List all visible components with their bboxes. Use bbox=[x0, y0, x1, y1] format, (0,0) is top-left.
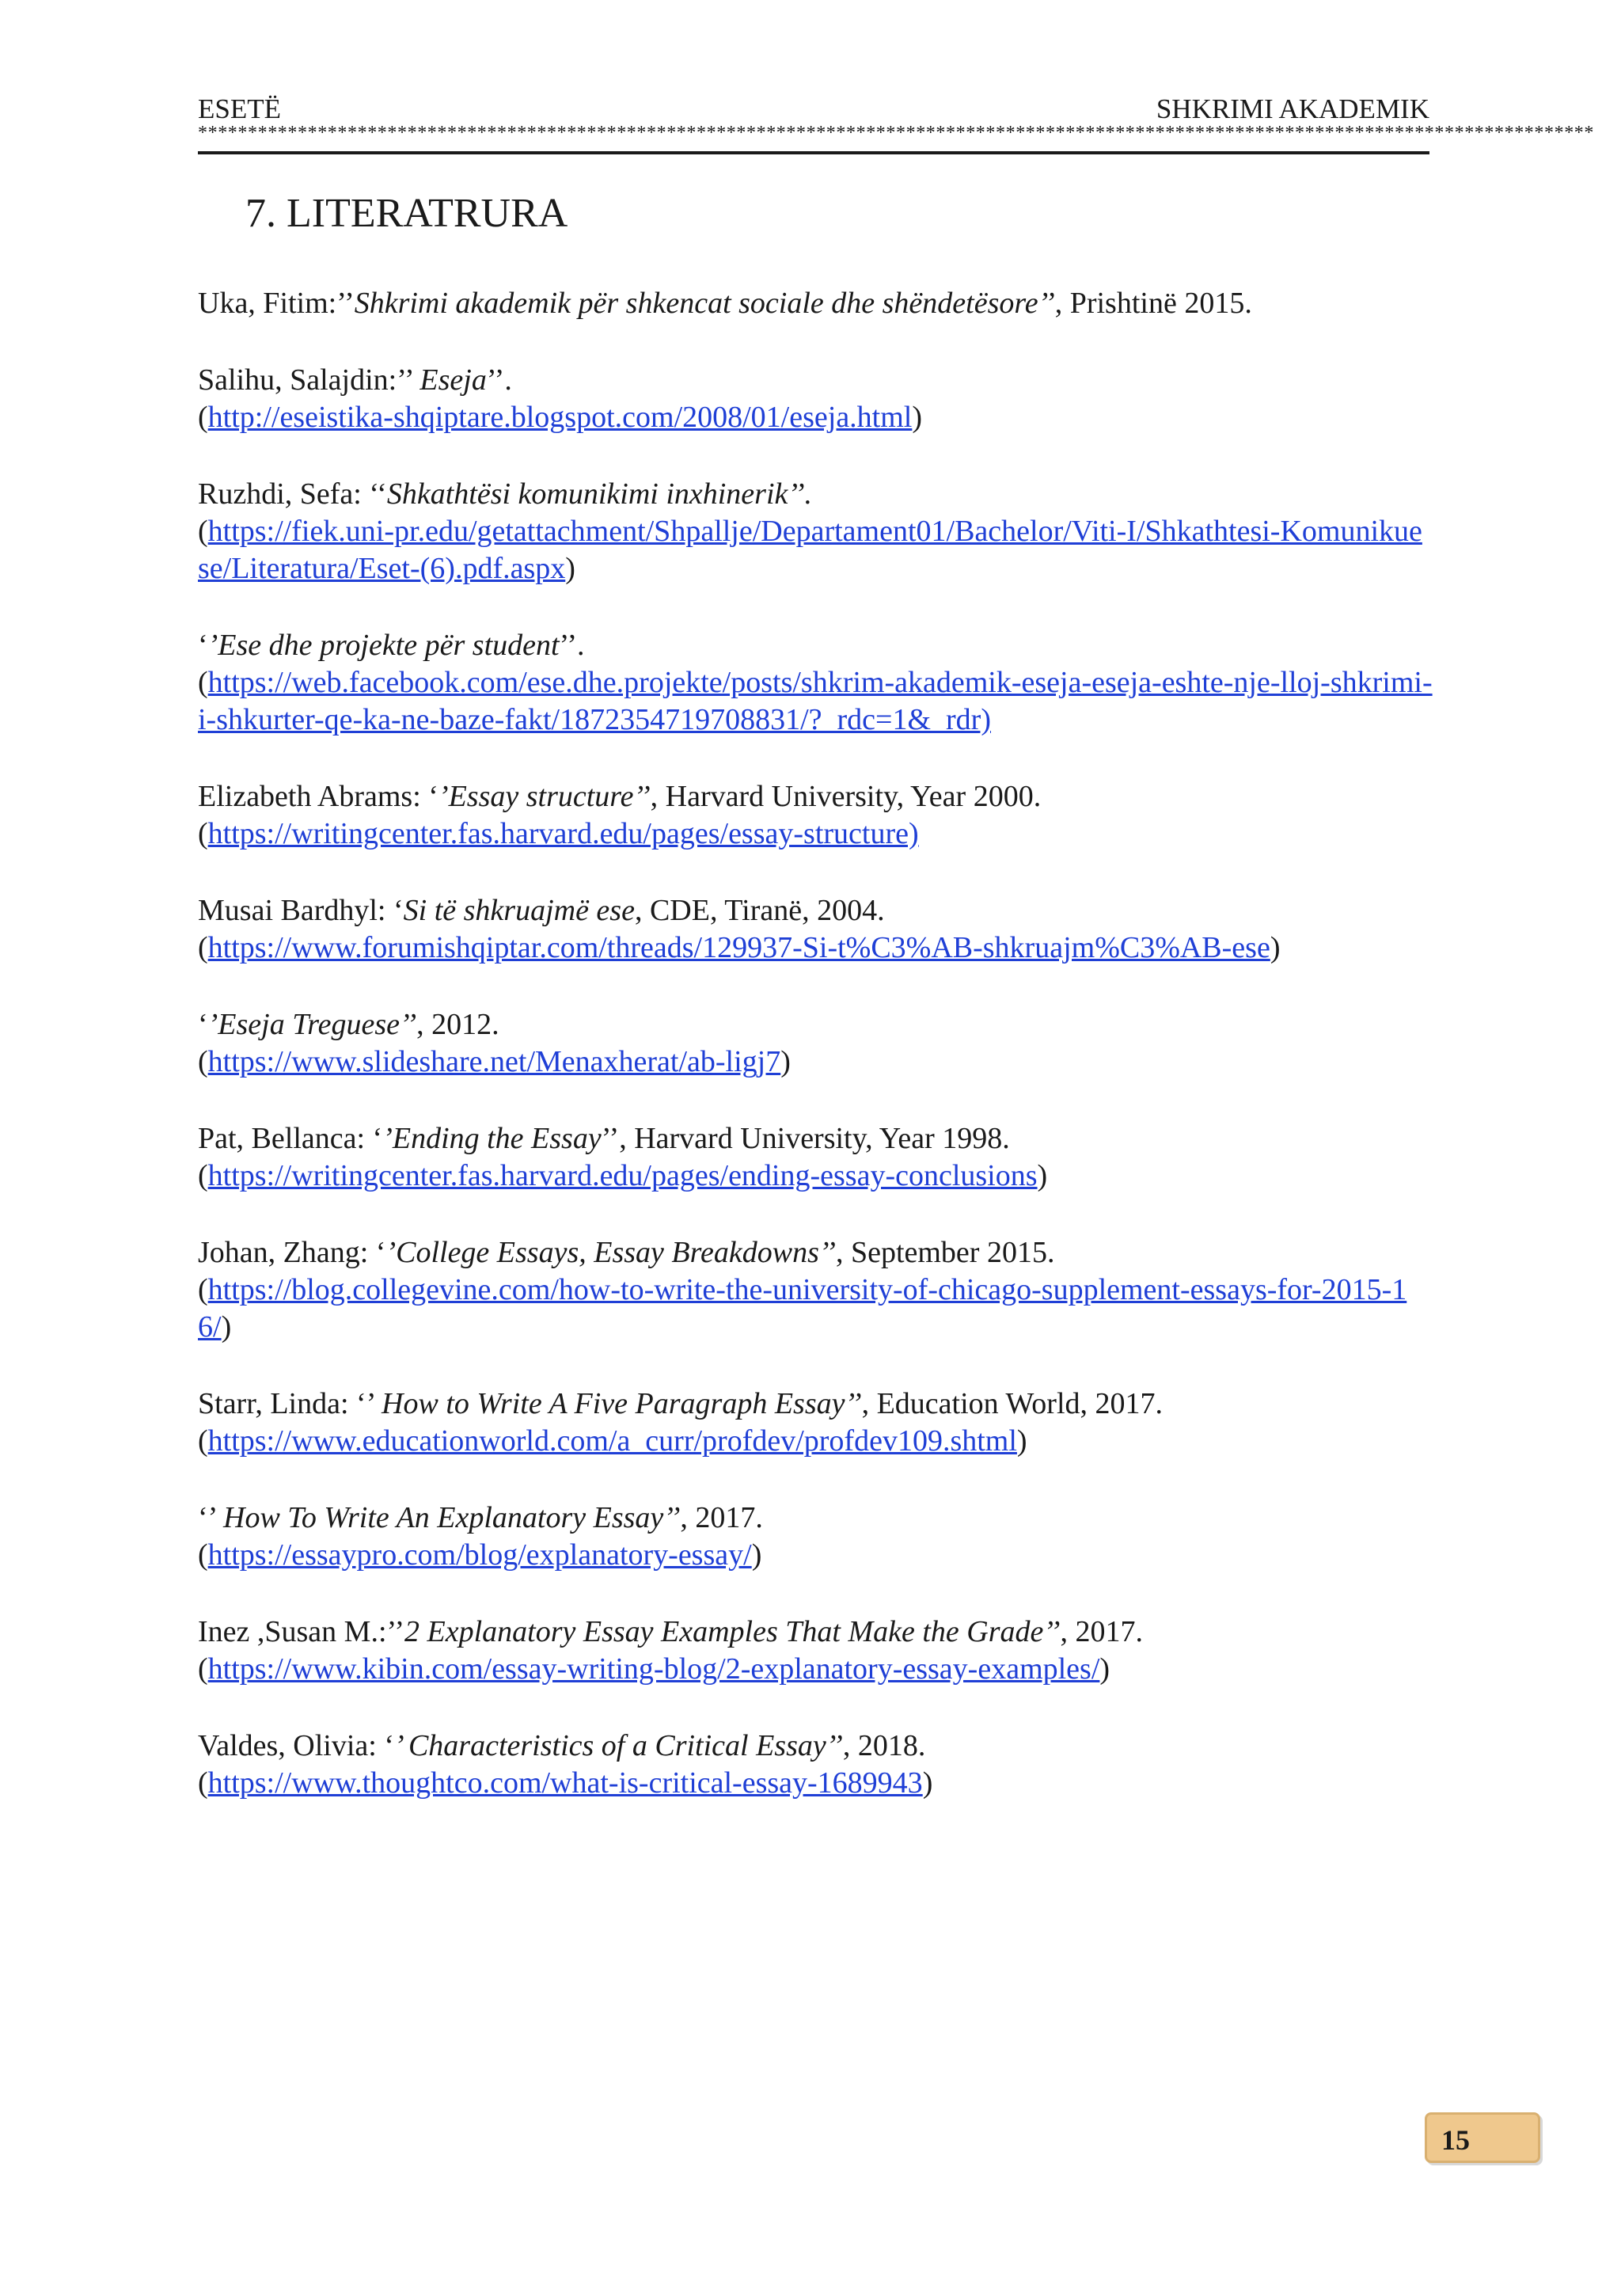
page-header bbox=[198, 93, 1429, 125]
reference-entry bbox=[198, 476, 1433, 587]
open-paren: ( bbox=[198, 666, 208, 699]
close-paren: ) bbox=[565, 552, 575, 585]
open-paren: ( bbox=[198, 1045, 208, 1078]
reference-author: Musai Bardhyl: ‘ bbox=[198, 894, 404, 927]
reference-citation bbox=[198, 892, 1433, 929]
reference-details: ’’, Harvard University, Year 1998. bbox=[601, 1122, 1010, 1155]
reference-author: Valdes, Olivia: ‘ bbox=[198, 1729, 395, 1762]
reference-link[interactable]: https://web.facebook.com/ese.dhe.projekte/posts/shkrim-akademik-eseja-eseja-eshte-nje-lloj-shkrimi-i-shkurter-qe-ka-ne-baze-fakt/1872354719708831/?_rdc=1&_rdr) bbox=[198, 666, 1433, 736]
section-heading: 7. LITERATRURA bbox=[245, 191, 568, 236]
reference-citation bbox=[198, 778, 1433, 815]
reference-url-line bbox=[198, 815, 1433, 853]
reference-entry bbox=[198, 892, 1433, 967]
reference-details: ’’. bbox=[486, 363, 512, 397]
reference-url-line bbox=[198, 929, 1433, 967]
reference-title: How To Write An Explanatory Essay’’ bbox=[223, 1501, 681, 1534]
reference-url-line bbox=[198, 1043, 1433, 1081]
reference-author: Ruzhdi, Sefa: ‘‘ bbox=[198, 477, 387, 511]
reference-entry bbox=[198, 627, 1433, 739]
open-paren: ( bbox=[198, 817, 208, 850]
reference-entry bbox=[198, 778, 1433, 853]
reference-entry bbox=[198, 1500, 1433, 1574]
reference-link[interactable]: http://eseistika-shqiptare.blogspot.com/2008/01/eseja.html bbox=[207, 401, 913, 434]
header-left-title: ESETË bbox=[198, 93, 281, 124]
reference-url-line bbox=[198, 664, 1433, 739]
reference-link[interactable]: https://blog.collegevine.com/how-to-write-the-university-of-chicago-supplement-essays-for-2015-16/ bbox=[198, 1273, 1407, 1344]
header-rule bbox=[198, 151, 1429, 154]
reference-title: ’Ending the Essay bbox=[382, 1122, 602, 1155]
close-paren: ) bbox=[780, 1045, 791, 1078]
reference-author: Inez ,Susan M.:’’ bbox=[198, 1615, 405, 1648]
reference-citation bbox=[198, 476, 1433, 513]
reference-link[interactable]: https://writingcenter.fas.harvard.edu/pages/ending-essay-conclusions bbox=[207, 1159, 1038, 1192]
reference-link[interactable]: https://www.thoughtco.com/what-is-critical-essay-1689943 bbox=[207, 1766, 923, 1800]
reference-link[interactable]: https://www.slideshare.net/Menaxherat/ab-ligj7 bbox=[207, 1045, 781, 1078]
reference-title: Si të shkruajmë ese bbox=[403, 894, 635, 927]
close-paren: ) bbox=[1037, 1159, 1048, 1192]
page-number: 15 bbox=[1441, 2124, 1470, 2156]
reference-url-line bbox=[198, 1537, 1433, 1574]
header-star-divider: ******************************************************************************************************************************************** bbox=[198, 123, 1594, 143]
reference-author: Starr, Linda: ‘’ bbox=[198, 1387, 382, 1420]
open-paren: ( bbox=[198, 1652, 208, 1686]
reference-url-line bbox=[198, 1651, 1433, 1688]
reference-title: ’Ese dhe projekte për student bbox=[207, 629, 560, 662]
open-paren: ( bbox=[198, 1273, 208, 1306]
reference-author: Johan, Zhang: ‘ bbox=[198, 1236, 386, 1269]
reference-title: ’ Characteristics of a Critical Essay’’ bbox=[394, 1729, 843, 1762]
open-paren: ( bbox=[198, 515, 208, 548]
reference-author: Uka, Fitim:’’ bbox=[198, 287, 355, 320]
reference-citation bbox=[198, 285, 1433, 322]
reference-title: ’Essay structure’’ bbox=[438, 780, 651, 813]
reference-details: , Prishtinë 2015. bbox=[1054, 287, 1252, 320]
reference-details: , CDE, Tiranë, 2004. bbox=[634, 894, 885, 927]
reference-citation bbox=[198, 1614, 1433, 1651]
reference-author: Pat, Bellanca: ‘ bbox=[198, 1122, 383, 1155]
open-paren: ( bbox=[198, 1538, 208, 1572]
reference-entry bbox=[198, 1234, 1433, 1346]
reference-author: ‘ bbox=[198, 1008, 208, 1041]
reference-url-line bbox=[198, 1272, 1433, 1346]
reference-url-line bbox=[198, 1158, 1433, 1195]
reference-author: Salihu, Salajdin:’’ bbox=[198, 363, 420, 397]
reference-title: Shkathtësi komunikimi inxhinerik’’. bbox=[386, 477, 812, 511]
reference-citation bbox=[198, 362, 1433, 399]
reference-citation bbox=[198, 1386, 1433, 1423]
reference-url-line bbox=[198, 513, 1433, 587]
reference-author: ‘’ bbox=[198, 1501, 223, 1534]
open-paren: ( bbox=[198, 1159, 208, 1192]
page-number-badge bbox=[1425, 2112, 1540, 2163]
reference-details: , 2018. bbox=[842, 1729, 926, 1762]
reference-details: ’’. bbox=[559, 629, 585, 662]
reference-entry bbox=[198, 285, 1433, 322]
reference-details: , Education World, 2017. bbox=[861, 1387, 1164, 1420]
reference-entry bbox=[198, 1614, 1433, 1688]
reference-citation bbox=[198, 1500, 1433, 1537]
reference-entry bbox=[198, 1006, 1433, 1081]
reference-author: ‘ bbox=[198, 629, 208, 662]
reference-author: Elizabeth Abrams: ‘ bbox=[198, 780, 438, 813]
open-paren: ( bbox=[198, 401, 208, 434]
close-paren: ) bbox=[1270, 931, 1281, 964]
close-paren: ) bbox=[1016, 1424, 1027, 1458]
reference-url-line bbox=[198, 399, 1433, 436]
close-paren: ) bbox=[912, 401, 923, 434]
reference-link[interactable]: https://essaypro.com/blog/explanatory-essay/ bbox=[207, 1538, 752, 1572]
close-paren: ) bbox=[1099, 1652, 1110, 1686]
reference-link[interactable]: https://fiek.uni-pr.edu/getattachment/Shpallje/Departament01/Bachelor/Viti-I/Shkathtesi-Komunikuese/Literatura/Eset-(6).pdf.aspx bbox=[198, 515, 1422, 585]
open-paren: ( bbox=[198, 1424, 208, 1458]
reference-title: ’College Essays, Essay Breakdowns’’ bbox=[385, 1236, 836, 1269]
reference-title: Eseja bbox=[419, 363, 487, 397]
reference-url-line bbox=[198, 1423, 1433, 1460]
reference-url-line bbox=[198, 1765, 1433, 1802]
reference-link[interactable]: https://www.educationworld.com/a_curr/profdev/profdev109.shtml bbox=[207, 1424, 1017, 1458]
reference-list bbox=[198, 285, 1433, 1842]
close-paren: ) bbox=[751, 1538, 762, 1572]
reference-link[interactable]: https://writingcenter.fas.harvard.edu/pages/essay-structure) bbox=[207, 817, 919, 850]
reference-link[interactable]: https://www.forumishqiptar.com/threads/129937-Si-t%C3%AB-shkruajm%C3%AB-ese bbox=[207, 931, 1270, 964]
open-paren: ( bbox=[198, 931, 208, 964]
reference-entry bbox=[198, 1728, 1433, 1802]
reference-details: , 2017. bbox=[1060, 1615, 1143, 1648]
reference-citation bbox=[198, 1120, 1433, 1158]
reference-title: 2 Explanatory Essay Examples That Make the Grade’’ bbox=[404, 1615, 1061, 1648]
reference-entry bbox=[198, 362, 1433, 436]
header-right-title: SHKRIMI AKADEMIK bbox=[1156, 93, 1429, 124]
reference-citation bbox=[198, 627, 1433, 664]
reference-citation bbox=[198, 1728, 1433, 1765]
reference-citation bbox=[198, 1234, 1433, 1272]
close-paren: ) bbox=[221, 1310, 232, 1344]
reference-title: Shkrimi akademik për shkencat sociale dhe shëndetësore’’ bbox=[354, 287, 1055, 320]
reference-details: , 2012. bbox=[416, 1008, 499, 1041]
reference-link[interactable]: https://www.kibin.com/essay-writing-blog/2-explanatory-essay-examples/ bbox=[207, 1652, 1100, 1686]
reference-entry bbox=[198, 1120, 1433, 1195]
reference-title: How to Write A Five Paragraph Essay’’ bbox=[382, 1387, 862, 1420]
open-paren: ( bbox=[198, 1766, 208, 1800]
close-paren: ) bbox=[922, 1766, 933, 1800]
reference-citation bbox=[198, 1006, 1433, 1043]
reference-details: , 2017. bbox=[680, 1501, 763, 1534]
reference-details: , September 2015. bbox=[835, 1236, 1055, 1269]
reference-title: ’Eseja Treguese’’ bbox=[207, 1008, 417, 1041]
reference-entry bbox=[198, 1386, 1433, 1460]
reference-details: , Harvard University, Year 2000. bbox=[650, 780, 1042, 813]
